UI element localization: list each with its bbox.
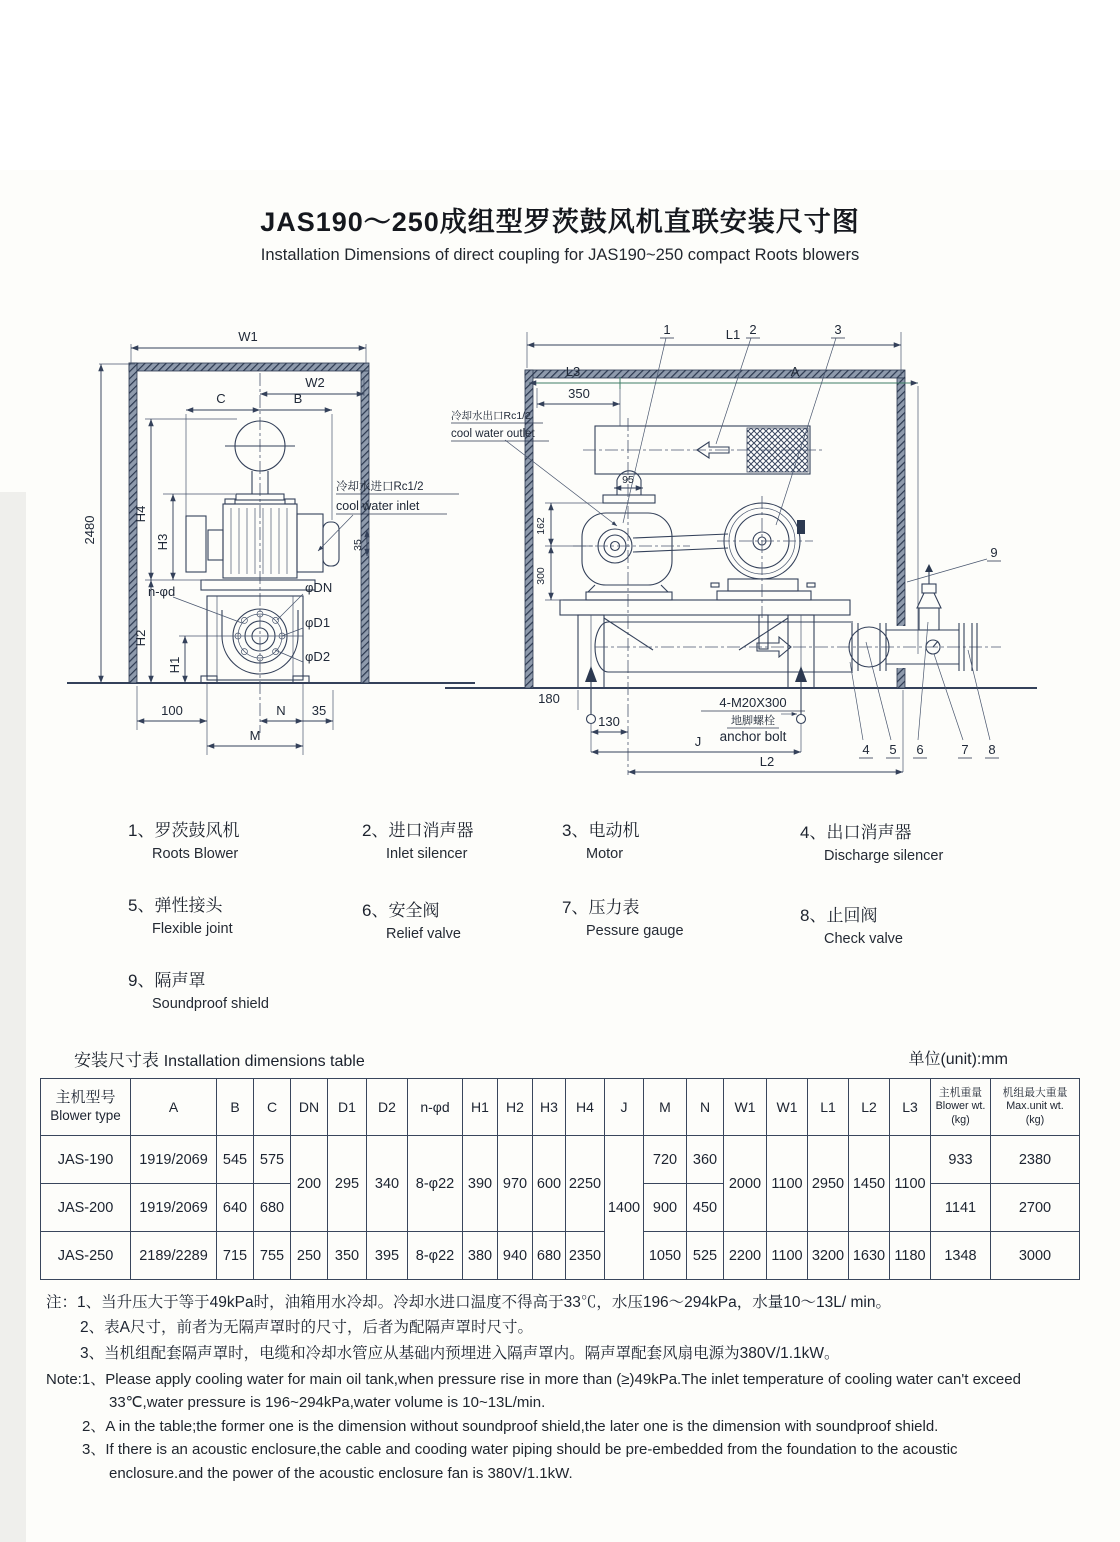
th-wt-en: Blower wt. — [935, 1100, 986, 1113]
inlet-label-zh: 冷却水进口Rc1/2 — [336, 481, 424, 493]
legend-en: Check valve — [824, 931, 903, 947]
dim-label-h3: H3 — [155, 533, 170, 551]
td-jas200-n: 450 — [687, 1184, 724, 1232]
note-text: If there is an acoustic enclosure,the cable and cooding water piping should be pre-embedded from the foundation to the acoustic enclosure.and the power of the acoustic enclosure fan is 380V/1.1kW. — [105, 1441, 958, 1482]
callout-9: 9 — [990, 545, 998, 560]
dim-label-300: 300 — [535, 567, 547, 585]
note-prefix: 3、 — [80, 1344, 105, 1362]
legend-en: Roots Blower — [152, 846, 239, 862]
td-jas250-m: 1050 — [644, 1232, 687, 1280]
td-jas250-w1b: 1100 — [767, 1232, 808, 1280]
note-prefix: 3、 — [82, 1441, 106, 1459]
table-caption-zh: 安装尺寸表 — [74, 1051, 159, 1070]
legend-zh: 止回阀 — [826, 906, 878, 925]
td-shared-h4: 2250 — [566, 1136, 605, 1232]
callout-1: 1 — [663, 322, 671, 337]
td-jas250-c: 755 — [254, 1232, 291, 1280]
pulley — [186, 516, 206, 572]
side-view-drawing — [445, 320, 1045, 800]
legend-en: Discharge silencer — [824, 848, 944, 864]
legend-en: Motor — [586, 846, 624, 862]
td-jas200-max: 2700 — [991, 1184, 1080, 1232]
td-shared-d2: 340 — [367, 1136, 408, 1232]
terminal-box — [797, 520, 805, 534]
label-phi-dn: φDN — [305, 580, 333, 595]
legend-item-6 — [362, 896, 461, 942]
th-dn: DN — [291, 1079, 328, 1136]
td-jas190-type: JAS-190 — [41, 1136, 131, 1184]
note-en-1 — [46, 1368, 1054, 1415]
outlet-label-zh: 冷却水出口Rc1/2 — [451, 410, 531, 422]
td-jas250-w1a: 2200 — [724, 1232, 767, 1280]
td-jas190-b: 545 — [217, 1136, 254, 1184]
note-text: A in the table;the former one is the dimension without soundproof shield,the later one is the dimension with soundproof shield. — [105, 1417, 939, 1435]
dim-label-h4: H4 — [133, 505, 148, 523]
dim-label-180: 180 — [538, 691, 560, 706]
cool-water-outlet-annotation — [451, 409, 549, 441]
th-h4: H4 — [566, 1079, 605, 1136]
th-nphid: n-φd — [408, 1079, 463, 1136]
td-jas190-c: 575 — [254, 1136, 291, 1184]
page-subtitle: Installation Dimensions of direct coupling for JAS190~250 compact Roots blowers — [260, 246, 860, 264]
td-jas250-type: JAS-250 — [41, 1232, 131, 1280]
th-blower-wt — [931, 1079, 991, 1136]
note-zh-1 — [46, 1290, 1054, 1315]
td-jas190-max: 2380 — [991, 1136, 1080, 1184]
dim-label-j: J — [694, 734, 702, 749]
th-wt-kg: (kg) — [951, 1113, 970, 1126]
td-jas200-m: 900 — [644, 1184, 687, 1232]
dim-label-l1: L1 — [725, 327, 741, 342]
note-zh-3 — [46, 1341, 1054, 1366]
legend-en: Flexible joint — [152, 921, 233, 937]
note-prefix: 2、 — [82, 1417, 106, 1435]
td-jas250-dn: 250 — [291, 1232, 328, 1280]
bolt-spec-label: 4-M20X300 — [719, 695, 787, 710]
casing-fins — [231, 508, 287, 574]
th-l3: L3 — [890, 1079, 931, 1136]
td-shared-w1a: 2000 — [724, 1136, 767, 1232]
relief-valve — [917, 564, 941, 630]
td-jas250-l1: 3200 — [808, 1232, 849, 1280]
td-shared-h1: 390 — [463, 1136, 498, 1232]
dim-label-100: 100 — [161, 703, 183, 718]
legend-item-5 — [128, 891, 233, 937]
td-jas200-a: 1919/2069 — [131, 1184, 217, 1232]
th-d1: D1 — [328, 1079, 367, 1136]
th-type-zh: 主机型号 — [55, 1089, 116, 1107]
th-l2: L2 — [849, 1079, 890, 1136]
label-n-phid: n-φd — [148, 584, 176, 599]
legend-zh: 罗茨鼓风机 — [154, 821, 240, 840]
table-caption-en: Installation dimensions table — [163, 1053, 365, 1070]
callout-5: 5 — [889, 742, 897, 757]
note-text: 表A尺寸，前者为无隔声罩时的尺寸，后者为配隔声罩时尺寸。 — [104, 1319, 533, 1337]
td-jas200-wt: 1141 — [931, 1184, 991, 1232]
dim-label-130: 130 — [598, 714, 620, 729]
inlet-silencer — [583, 426, 825, 474]
legend-zh: 隔声罩 — [154, 971, 206, 990]
callout-6: 6 — [916, 742, 924, 757]
td-jas250-n: 525 — [687, 1232, 724, 1280]
td-shared-l3: 1100 — [890, 1136, 931, 1232]
dim-label-162: 162 — [535, 517, 547, 535]
table-caption — [40, 1046, 1080, 1071]
page-title: JAS190～250成组型罗茨鼓风机直联安装尺寸图 — [260, 207, 860, 237]
note-prefix: 注：1、 — [46, 1294, 102, 1311]
legend-zh: 安全阀 — [388, 901, 440, 920]
th-wt-zh: 主机重量 — [938, 1086, 983, 1099]
dim-label-2480: 2480 — [82, 515, 97, 545]
legend-item-9 — [128, 966, 269, 1012]
note-zh-2 — [46, 1315, 1054, 1340]
th-max-unit-wt — [991, 1079, 1080, 1136]
bolt-label-en: anchor bolt — [719, 729, 787, 744]
td-jas190-a: 1919/2069 — [131, 1136, 217, 1184]
dim-label-h1: H1 — [167, 656, 182, 674]
th-a: A — [131, 1079, 217, 1136]
td-jas250-d2: 395 — [367, 1232, 408, 1280]
anchor-bolt-annotation — [701, 695, 805, 744]
td-jas250-h1: 380 — [463, 1232, 498, 1280]
note-prefix: Note:1、 — [46, 1370, 106, 1388]
td-jas190-wt: 933 — [931, 1136, 991, 1184]
legend-zh: 出口消声器 — [826, 823, 912, 842]
td-shared-l2: 1450 — [849, 1136, 890, 1232]
legend-num: 7、 — [562, 898, 589, 917]
cool-water-inlet-annotation — [336, 479, 459, 514]
th-d2: D2 — [367, 1079, 408, 1136]
dim-label-350: 350 — [568, 386, 590, 401]
dim-label-w2: W2 — [305, 375, 325, 390]
td-shared-j: 1400 — [605, 1136, 644, 1280]
td-jas200-b: 640 — [217, 1184, 254, 1232]
th-h2: H2 — [498, 1079, 533, 1136]
td-shared-h3: 600 — [533, 1136, 566, 1232]
dim-label-l2: L2 — [759, 754, 775, 769]
td-jas250-b: 715 — [217, 1232, 254, 1280]
td-jas250-h2: 940 — [498, 1232, 533, 1280]
dim-label-95: 95 — [622, 474, 634, 486]
legend-item-8 — [800, 901, 903, 947]
outlet-label-en: cool water outlet — [451, 428, 535, 440]
legend-num: 1、 — [128, 821, 155, 840]
th-b: B — [217, 1079, 254, 1136]
th-w1b: W1 — [767, 1079, 808, 1136]
td-jas250-wt: 1348 — [931, 1232, 991, 1280]
td-shared-w1b: 1100 — [767, 1136, 808, 1232]
title-block — [0, 200, 1120, 265]
legend-num: 8、 — [800, 906, 827, 925]
legend-num: 5、 — [128, 896, 155, 915]
dim-label-inlet-offset: 35 — [352, 539, 364, 551]
dim-label-m: M — [249, 728, 261, 743]
note-en-3 — [82, 1438, 1054, 1485]
legend-num: 4、 — [800, 823, 827, 842]
dim-label-l3: L3 — [565, 364, 581, 379]
table-header-row — [41, 1079, 1080, 1136]
dim-label-c: C — [216, 391, 226, 406]
td-jas250-h4: 2350 — [566, 1232, 605, 1280]
legend-en: Soundproof shield — [152, 996, 269, 1012]
table-row-jas190 — [41, 1136, 1080, 1184]
th-type-en: Blower type — [50, 1107, 121, 1123]
callout-numbers — [660, 322, 1001, 758]
td-jas250-max: 3000 — [991, 1232, 1080, 1280]
callout-3: 3 — [834, 322, 842, 337]
legend-en: Relief valve — [386, 926, 461, 942]
td-jas190-m: 720 — [644, 1136, 687, 1184]
th-h3: H3 — [533, 1079, 566, 1136]
legend-item-7 — [562, 893, 684, 939]
td-shared-h2: 970 — [498, 1136, 533, 1232]
callout-7: 7 — [961, 742, 969, 757]
td-jas250-l2: 1630 — [849, 1232, 890, 1280]
callout-2: 2 — [749, 322, 757, 337]
notes-en — [46, 1368, 1054, 1486]
th-h1: H1 — [463, 1079, 498, 1136]
note-prefix: 2、 — [80, 1319, 105, 1337]
td-jas250-h3: 680 — [533, 1232, 566, 1280]
base-frame-side — [560, 600, 850, 688]
td-jas250-d1: 350 — [328, 1232, 367, 1280]
th-blower-type — [41, 1079, 131, 1136]
legend-en: Pessure gauge — [586, 923, 684, 939]
legend-num: 6、 — [362, 901, 389, 920]
table-row-jas250 — [41, 1232, 1080, 1280]
legend-num: 3、 — [562, 821, 589, 840]
td-jas190-n: 360 — [687, 1136, 724, 1184]
td-jas250-l3: 1180 — [890, 1232, 931, 1280]
note-text: 当机组配套隔声罩时，电缆和冷却水管应从基础内预埋进入隔声罩内。隔声罩配套风扇电源为380V/1.1kW。 — [104, 1344, 840, 1362]
roots-blower-side — [573, 418, 728, 775]
roots-blower-front — [186, 421, 339, 590]
soundproof-enclosure-front — [129, 363, 369, 683]
bolt-label-zh: 地脚螺栓 — [731, 715, 775, 727]
td-jas250-a: 2189/2289 — [131, 1232, 217, 1280]
front-view-drawing — [55, 318, 485, 798]
legend-zh: 弹性接头 — [154, 896, 223, 915]
inlet-label-en: cool water inlet — [336, 499, 420, 513]
notes-section — [46, 1290, 1054, 1485]
legend-item-1 — [128, 816, 239, 862]
note-en-2 — [82, 1415, 1054, 1439]
th-max-zh: 机组最大重量 — [1002, 1086, 1068, 1099]
legend-num: 9、 — [128, 971, 155, 990]
legend-num: 2、 — [362, 821, 389, 840]
table-unit: 单位(unit):mm — [908, 1051, 1008, 1068]
legend-zh: 进口消声器 — [388, 821, 474, 840]
discharge-flange-front — [179, 609, 303, 663]
installation-dimensions-table — [40, 1078, 1080, 1280]
note-text: Please apply cooling water for main oil tank,when pressure rise in more than (≥)49kPa.The inlet temperature of cooling water can't exceed 33℃,water pressure is 196~294kPa,water volume is 10~13L/min. — [105, 1370, 1021, 1412]
dim-label-a: A — [790, 364, 800, 379]
callout-8: 8 — [988, 742, 996, 757]
td-jas200-c: 680 — [254, 1184, 291, 1232]
td-shared-nphid: 8-φ22 — [408, 1136, 463, 1232]
dim-label-n: N — [276, 703, 286, 718]
legend-zh: 压力表 — [588, 898, 640, 917]
td-shared-d1: 295 — [328, 1136, 367, 1232]
th-n: N — [687, 1079, 724, 1136]
dim-label-h2: H2 — [133, 629, 148, 647]
extension-lines — [99, 344, 366, 755]
dim-label-b: B — [293, 391, 303, 406]
td-jas200-type: JAS-200 — [41, 1184, 131, 1232]
legend-zh: 电动机 — [588, 821, 640, 840]
legend-item-2 — [362, 816, 473, 862]
callout-4: 4 — [862, 742, 870, 757]
th-c: C — [254, 1079, 291, 1136]
th-m: M — [644, 1079, 687, 1136]
legend-item-4 — [800, 818, 943, 864]
dim-label-w1: W1 — [238, 329, 258, 344]
label-phi-d1: φD1 — [305, 615, 331, 630]
dim-label-35: 35 — [311, 703, 327, 718]
th-l1: L1 — [808, 1079, 849, 1136]
th-j: J — [605, 1079, 644, 1136]
dimension-lines — [101, 348, 367, 746]
td-shared-dn: 200 — [291, 1136, 328, 1232]
legend-item-3 — [562, 816, 639, 862]
th-max-kg: (kg) — [1025, 1113, 1045, 1126]
td-shared-l1: 2950 — [808, 1136, 849, 1232]
th-w1a: W1 — [724, 1079, 767, 1136]
legend-en: Inlet silencer — [386, 846, 468, 862]
label-phi-d2: φD2 — [305, 649, 331, 664]
td-jas250-nphid: 8-φ22 — [408, 1232, 463, 1280]
th-max-en: Max.unit wt. — [1006, 1100, 1064, 1113]
note-text: 当升压大于等于49kPa时，油箱用水冷却。冷却水进口温度不得高于33℃，水压196～294kPa，水量10～13L/ min。 — [101, 1294, 891, 1311]
